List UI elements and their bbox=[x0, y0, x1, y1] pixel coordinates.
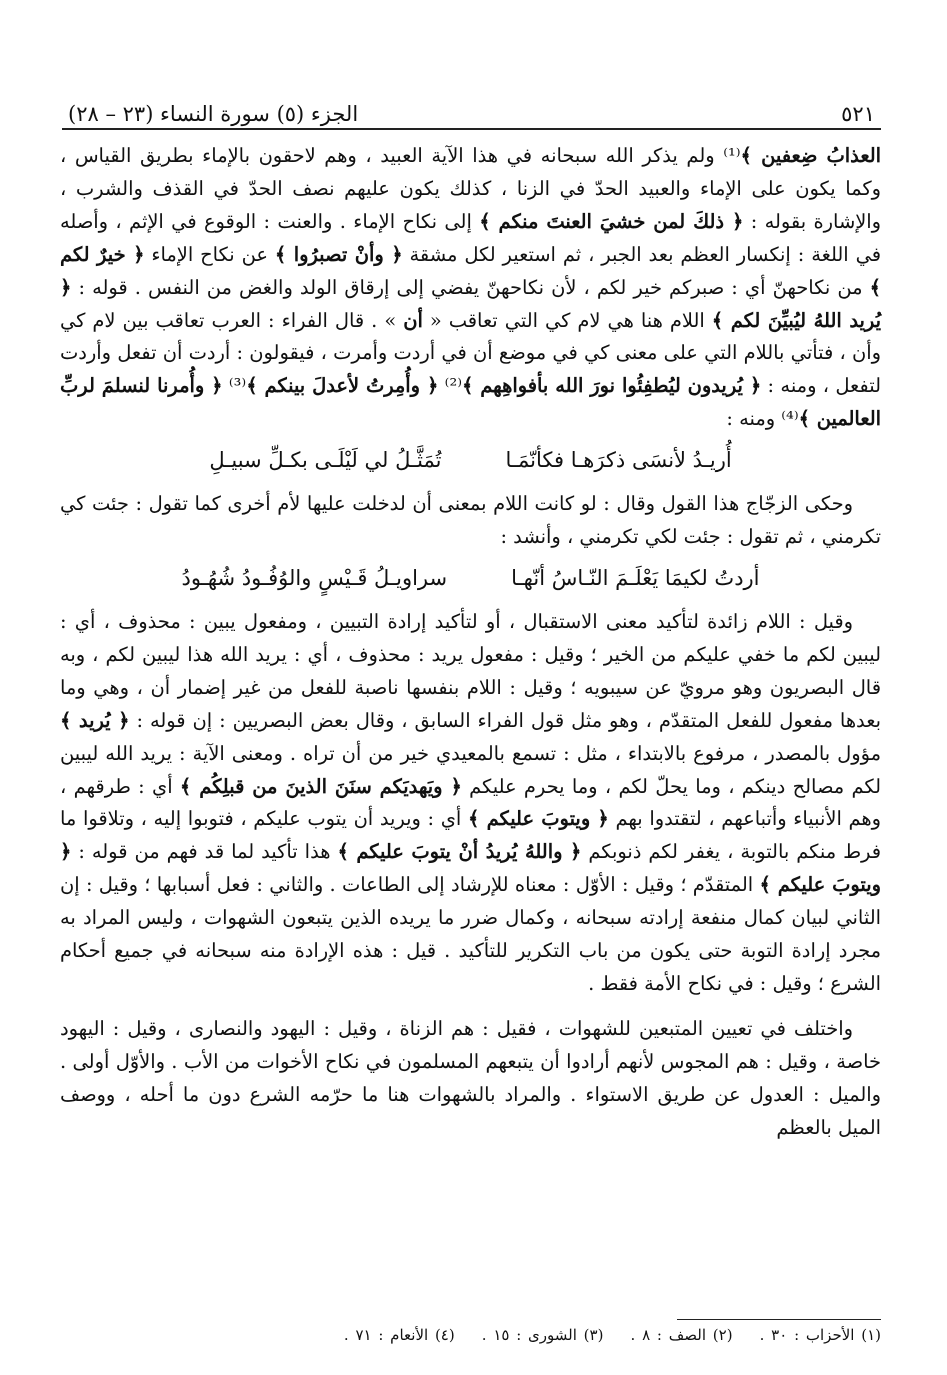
text-run: اللام هنا هي لام كي التي تعاقب « bbox=[422, 308, 712, 332]
text-run: من نكاحهنّ أي : صبركم خير لكم ، لأن نكاحهنّ يفضي إلى إرقاق الولد والغض من النفس . قوله : bbox=[71, 275, 870, 299]
text-run: عن نكاح الإماء bbox=[144, 242, 275, 266]
quran-quote: ﴿ يُريدون ليُطفِئُوا نورَ الله بأفواهِهم ﴾ bbox=[461, 374, 762, 398]
quran-quote: العذابُ ضِعفين ﴾ bbox=[740, 144, 881, 167]
footnote-4: (٤) الأنعام : ٧١ . bbox=[343, 1326, 455, 1344]
text-run: ⁽²⁾ bbox=[438, 374, 462, 398]
running-title: الجزء (٥) سورة النساء (٢٣ – ٢٨) bbox=[68, 102, 359, 126]
quran-quote: ﴿ خيرٌ لكم ﴾ bbox=[60, 242, 881, 299]
footnote-1: (١) الأحزاب : ٣٠ . bbox=[759, 1326, 881, 1344]
paragraph-1 bbox=[60, 140, 881, 436]
page-body bbox=[60, 140, 881, 1144]
verse-1 bbox=[60, 440, 881, 480]
text-run: مؤول بالمصدر ، مرفوع بالابتداء ، مثل : تسمع بالمعيدي خير من أن تراه . ومعنى الآية : يريد الله ليبين لكم مصالح دينكم ، وما يحلّ لكم ، وما يحرم عليكم bbox=[60, 741, 881, 798]
quran-quote: ﴿ ويتوبَ عليكم ﴾ bbox=[467, 807, 609, 831]
verse-1-first-hemistich: أُريـدُ لأنسَى ذكرَهـا فكأنّمَـا bbox=[505, 448, 732, 473]
quran-quote: ﴿ ويتوبَ عليكم ﴾ bbox=[60, 840, 882, 897]
footnote-rule bbox=[677, 1319, 881, 1320]
quran-quote: ﴿ يُريد اللهُ ليُبيِّنَ لكم ﴾ bbox=[60, 275, 882, 332]
quran-quote: ﴿ يُريد ﴾ bbox=[60, 708, 130, 732]
text-run: وقيل : اللام زائدة لتأكيد معنى الاستقبال ، أو لتأكيد إرادة التبيين ، ومفعول يبين : محذوف ، أي : ليبين لكم ما خفي عليكم من الخير ؛ وقيل : مفعول يريد : محذوف ، أي : يريد الله هذا ليبين لكم ، وبه قال البصريون وهو مرويّ عن سيبويه ؛ وقيل : اللام بنفسها ناصبة للفعل من غير إضمار أن ، وهي وما بعدها مفعول للفعل المتقدّم ، وهو مثل قول الفراء السابق ، وقال بعض البصريين : إن قوله : bbox=[60, 609, 881, 732]
verse-2 bbox=[60, 558, 881, 598]
footnote-3: (٣) الشورى : ١٥ . bbox=[481, 1326, 604, 1344]
header-rule bbox=[62, 128, 881, 130]
footnote-2: (٢) الصف : ٨ . bbox=[630, 1326, 733, 1344]
paragraph-3 bbox=[60, 606, 881, 1001]
text-run: ⁽³⁾ bbox=[222, 374, 247, 398]
text-run: هذا تأكيد لما قد فهم من قوله : bbox=[71, 840, 338, 864]
page-number: ٥٢١ bbox=[841, 102, 875, 126]
text-run: » . قال الفراء : العرب تعاقب بين لام كي وأن ، فتأتي باللام التي على معنى كي في موضع أن في أردت وأمرت ، فيقولون : أردت أن تفعل وأردت لتفعل ، ومنه : bbox=[60, 308, 881, 398]
page-header bbox=[68, 92, 875, 126]
verse-2-second-hemistich: سراويـلُ قَـيْسٍ والوُفُـودُ شُهُـودُ bbox=[181, 565, 448, 590]
text-run: ⁽⁴⁾ ومنه : bbox=[726, 407, 799, 431]
footnotes bbox=[60, 1326, 881, 1344]
quran-quote: ﴿ واللهُ يُريدُ أنْ يتوبَ عليكم ﴾ bbox=[337, 840, 582, 864]
text-run: المتقدّم ؛ وقيل : الأوّل : معناه للإرشاد إلى الطاعات . والثاني : فعل أسبابها ؛ وقيل : إن الثاني لبيان كمال منفعة إرادته سبحانه ، وكمال ضرر ما يريده الذين يتبعون الشهوات ، وليس المراد به مجرد إرادة التوبة حتى يكون من باب التكرير للتأكيد . قيل : هذه الإرادة منه سبحانه في جميع أحكام الشرع ؛ وقيل : في نكاح الأمة فقط . bbox=[60, 873, 881, 995]
quran-quote: ﴿ وأُمِرتُ لأعدلَ بينكم ﴾ bbox=[246, 374, 439, 398]
verse-1-second-hemistich: تُمَثَّـلُ لي لَيْلَـى بكـلِّ سبيـلِ bbox=[209, 448, 442, 473]
quran-quote: ﴿ وأُمرنا لنسلمَ لربِّ العالمين ﴾ bbox=[60, 374, 881, 431]
verse-2-first-hemistich: أردتُ لكيمَا يَعْلَـمَ النّـاسُ أنّهـا bbox=[511, 565, 760, 590]
paragraph-2: وحكى الزجّاج هذا القول وقال : لو كانت اللام بمعنى أن لدخلت عليها لأم أخرى كما تقول : جئت كي تكرمني ، ثم تقول : جئت لكي تكرمني ، وأنشد : bbox=[60, 492, 881, 549]
quran-quote: ﴿ وأنْ تصبرُوا ﴾ bbox=[274, 242, 403, 266]
text-run: ⁽¹⁾ ولم يذكر الله سبحانه في هذا الآية العبيد ، وهم لاحقون بالإماء بطريق القياس ، وكما يكون على الإماء والعبيد الحدّ في الزنا ، كذلك يكون عليهم نصف الحدّ في القذف والشرب ، والإشارة بقوله : bbox=[60, 144, 882, 233]
quran-quote: أن bbox=[403, 308, 423, 332]
quran-quote: ﴿ ذلكَ لمن خشيَ العنتَ منكم ﴾ bbox=[479, 209, 744, 233]
paragraph-4: واختلف في تعيين المتبعين للشهوات ، فقيل : هم الزناة ، وقيل : اليهود والنصارى ، وقيل : اليهود خاصة ، وقيل : هم المجوس لأنهم أرادوا أن يتبعهم المسلمون في نكاح الأخوات من الأب . والأوّل أولى . والميل : العدول عن طريق الاستواء . والمراد بالشهوات هنا ما حرّمه الشرع دون ما أحله ، ووصف الميل بالعظم bbox=[60, 1016, 881, 1139]
text-run: إلى نكاح الإماء . والعنت : الوقوع في الإثم ، وأصله في اللغة : إنكسار العظم بعد الجبر ، ثم استعير لكل مشقة bbox=[60, 209, 882, 266]
text-run: أي : ويريد أن يتوب عليكم ، فتوبوا إليه ، وتلاقوا ما فرط منكم بالتوبة ، يغفر لكم ذنوبكم bbox=[60, 807, 881, 864]
quran-quote: ﴿ ويَهديَكم سنَنَ الذينَ من قبلِكُم ﴾ bbox=[179, 774, 462, 798]
text-run: أي : طرقهم ، وهم الأنبياء وأتباعهم ، لتقتدوا بهم bbox=[60, 774, 881, 831]
